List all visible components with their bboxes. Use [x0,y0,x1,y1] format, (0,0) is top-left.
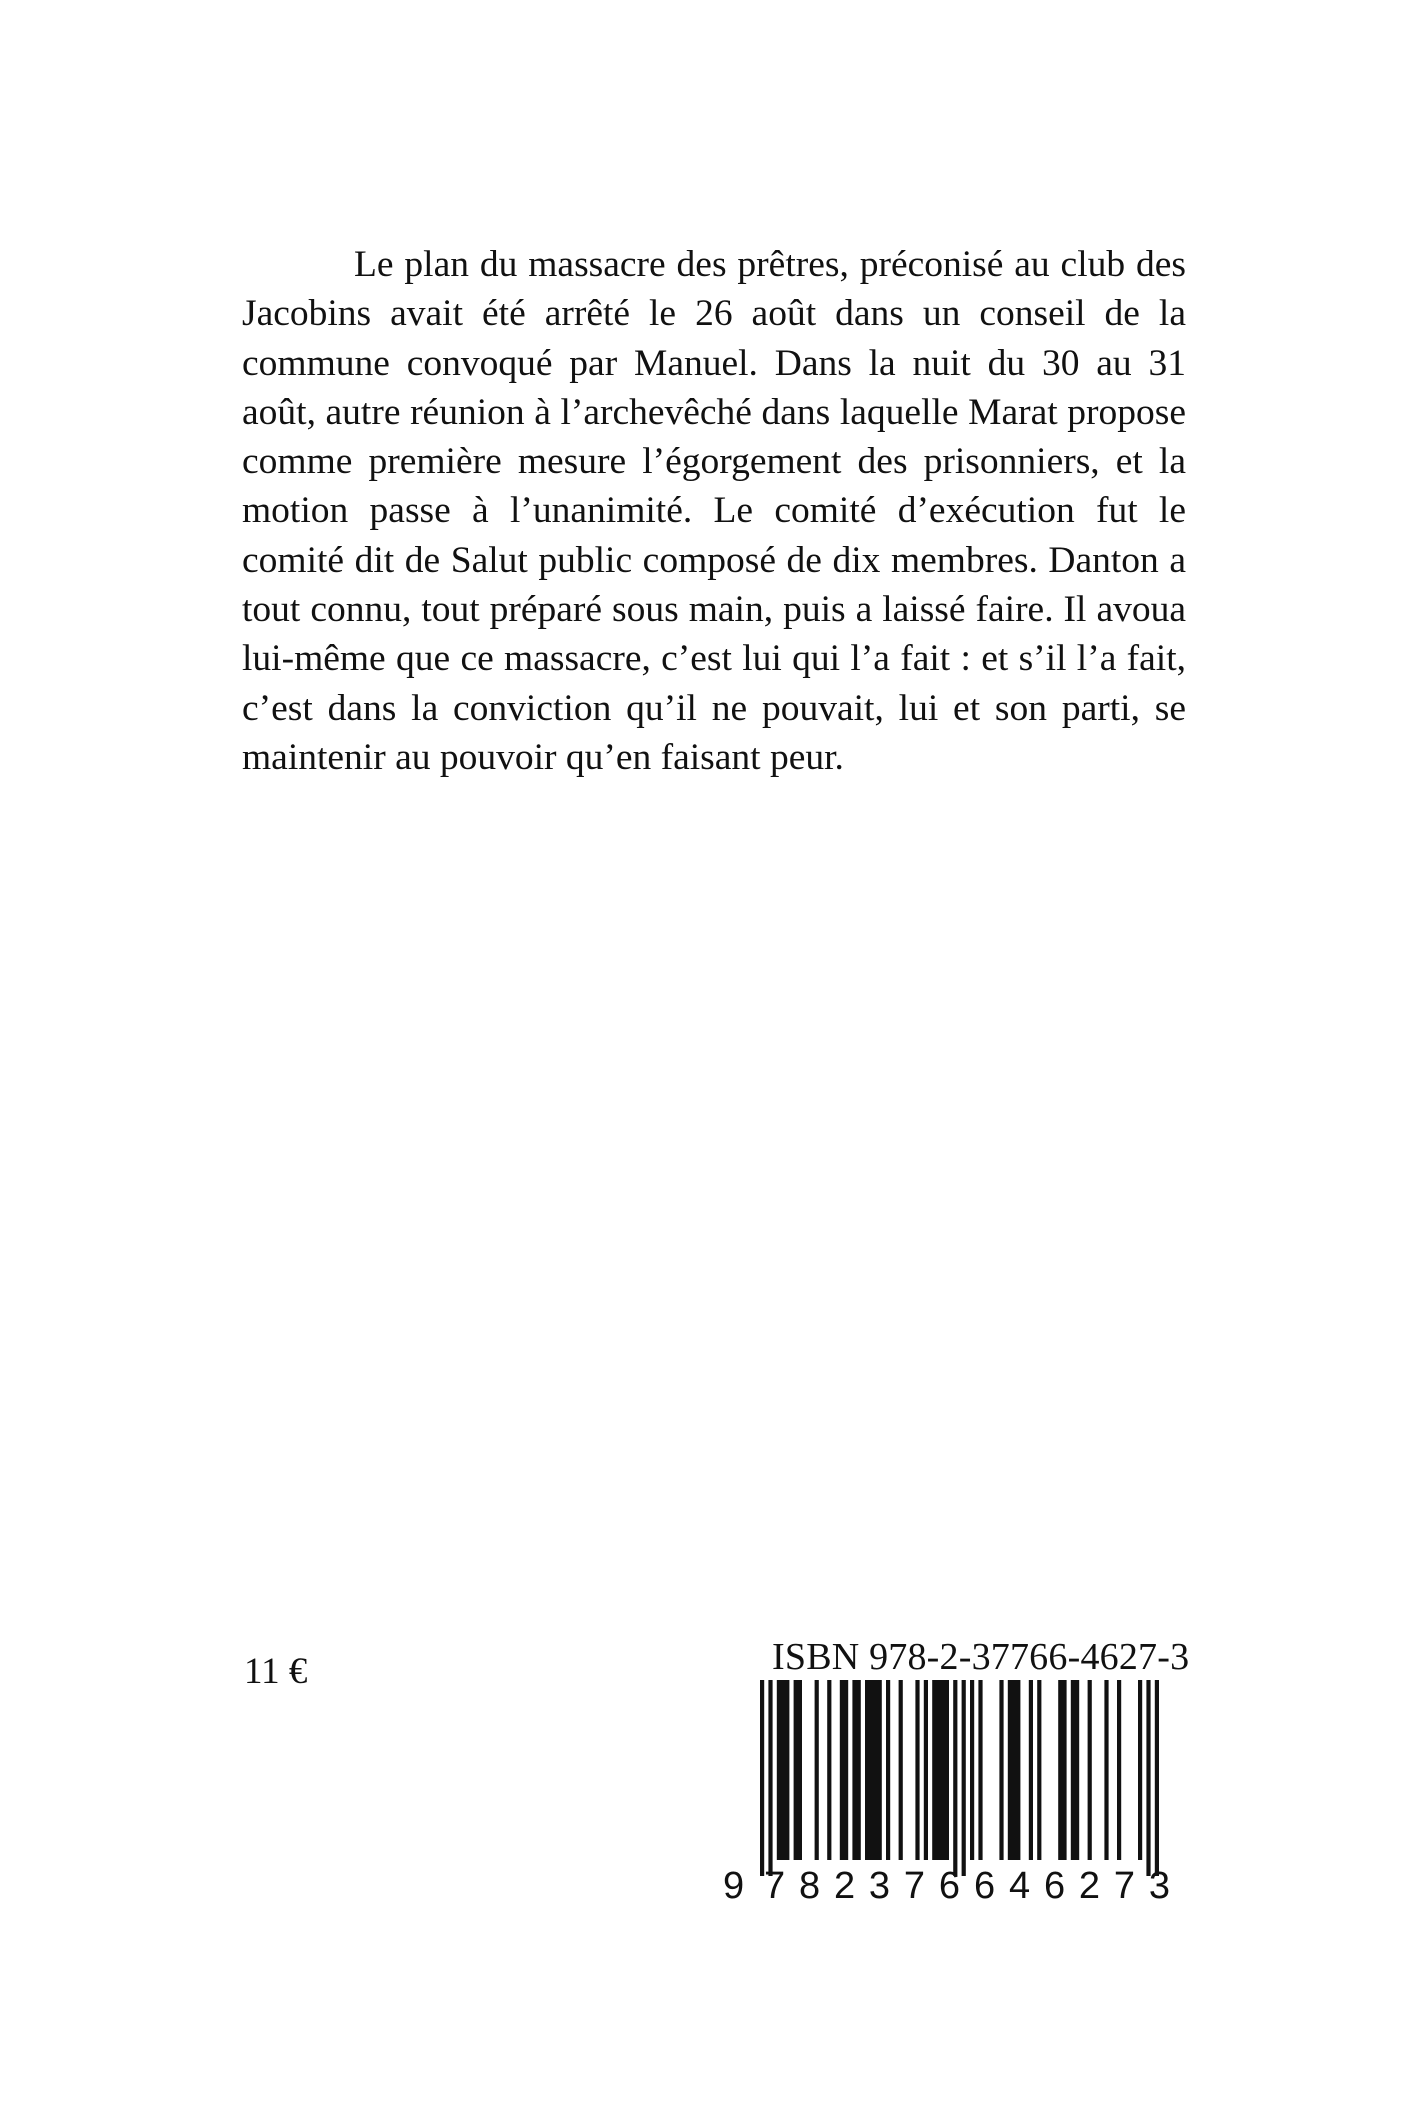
barcode-bar [777,1680,790,1860]
barcode-bar [1029,1680,1033,1860]
barcode-bar [827,1680,831,1860]
barcode-bars [760,1680,1159,1876]
barcode-bar [932,1680,949,1860]
price-label: 11 € [244,1651,308,1692]
barcode-guard-bar [1146,1680,1150,1876]
barcode-bar [899,1680,903,1860]
barcode-bar [1104,1680,1108,1860]
barcode-bar [924,1680,928,1860]
barcode-bar [1037,1680,1041,1860]
barcode-bar [970,1680,974,1860]
barcode-bar [794,1680,802,1860]
barcode-right-digits: 646273 [974,1865,1170,1906]
barcode-guard-bar [768,1680,772,1876]
barcode-bar [999,1680,1003,1860]
barcode-bar [915,1680,919,1860]
barcode-bar [886,1680,890,1860]
barcode-bar [865,1680,882,1860]
back-cover-text: Le plan du massacre des prêtres, préconisé au club des Jacobins avait été arrêté le 26 août dans un conseil de la commune convoqué par Manuel. Dans la nuit du 30 au 31 août, autre réunion à l’archevêché dans laquelle Marat propose comme première mesure l’égorgement des prisonniers, et la motion passe à l’unanimité. Le comité d’exécution fut le comité dit de Salut public composé de dix membres. Danton a tout connu, tout préparé sous main, puis a laissé faire. Il avoua lui-même que ce massacre, c’est lui qui l’a fait : et s’il l’a fait, c’est dans la conviction qu’il ne pouvait, lui et son parti, se maintenir au pouvoir qu’en faisant peur. [242,244,1186,778]
barcode-guard-bar [1155,1680,1159,1876]
barcode-bar [815,1680,819,1860]
barcode-guard-bar [953,1680,957,1876]
barcode-bar [978,1680,982,1860]
barcode-bar [1008,1680,1021,1860]
barcode-bar [1117,1680,1121,1860]
barcode-bar [1058,1680,1066,1860]
barcode-guard-bar [962,1680,966,1876]
barcode-bar [840,1680,848,1860]
barcode-guard-bar [760,1680,764,1876]
barcode-bar [852,1680,860,1860]
barcode-first-digit: 9 [723,1865,745,1906]
barcode-bar [1071,1680,1079,1860]
barcode-bar [1088,1680,1092,1860]
barcode-graphic [720,1680,1200,1906]
isbn-label: ISBN 978-2-37766-4627-3 [772,1636,1190,1678]
isbn-barcode [720,1636,1200,1906]
barcode-left-digits: 782376 [764,1865,960,1906]
barcode-bar [1138,1680,1142,1860]
